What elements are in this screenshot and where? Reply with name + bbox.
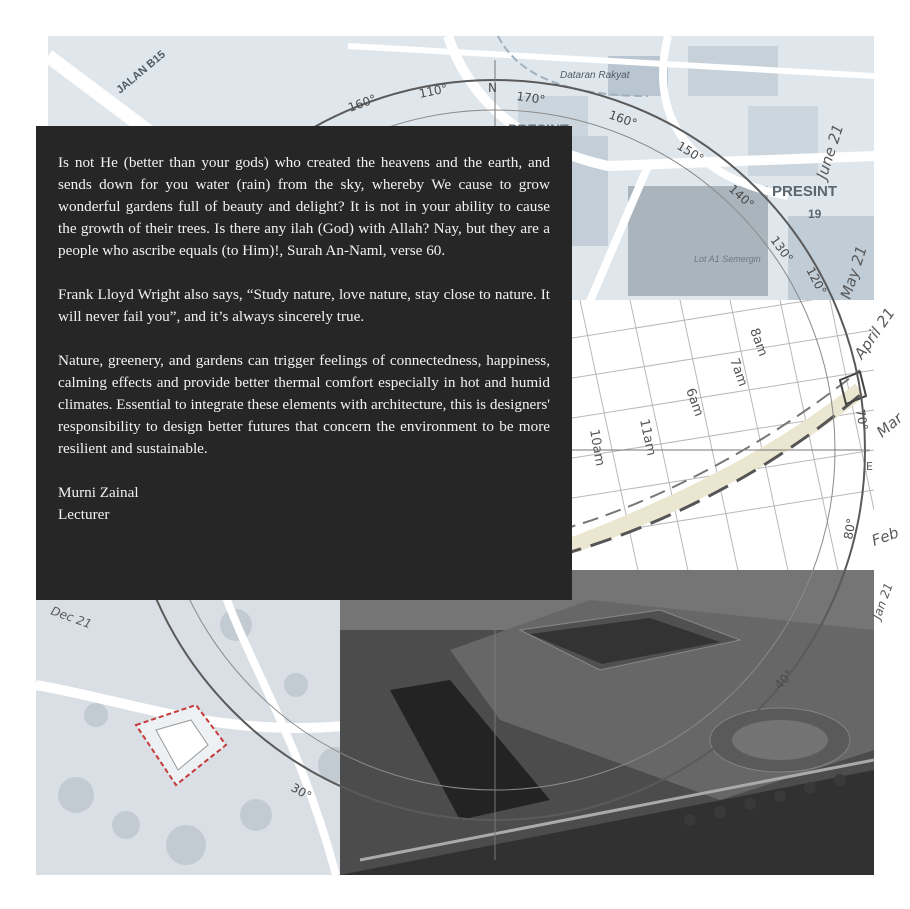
map-label-area: Lot A1 Semergin: [694, 254, 761, 264]
sunpath-label-east: E: [866, 460, 873, 473]
sunpath-deg-140: 140°: [725, 181, 757, 212]
sunpath-label-11am: 11am: [636, 417, 659, 458]
sunpath-deg-170: 170°: [515, 89, 547, 107]
sunpath-april: April 21: [850, 304, 899, 363]
sunpath-deg-160-right: 160°: [606, 107, 639, 131]
sunpath-deg-120: 120°: [803, 264, 830, 297]
sunpath-label-7am: 7am: [726, 356, 751, 389]
sunpath-deg-160-left: 160°: [346, 91, 379, 115]
sunpath-dec: Dec 21: [48, 603, 94, 632]
sunpath-deg-80: 80°: [841, 517, 859, 541]
sunpath-deg-40: 40°: [771, 666, 797, 693]
map-label-precinct: PRESINT: [772, 183, 838, 200]
sunpath-march: Mar: [873, 409, 907, 442]
sunpath-label-8am: 8am: [746, 326, 771, 359]
sunpath-jan: Jan 21: [869, 580, 896, 622]
sunpath-deg-70: 70°: [853, 408, 871, 432]
sunpath-label-10am: 10am: [586, 428, 608, 468]
sunpath-deg-150: 150°: [674, 138, 707, 166]
quote-paragraph-nature: Nature, greenery, and gardens can trigger feelings of connectedness, happiness, calming effects and provide better thermal comfort especially in hot and humid climates. Essential to integrate these elements with architecture, this is designers' responsibility to design better futures that concern the environment to be more resilient and sustainable.: [58, 352, 550, 457]
map-label-road: JALAN B15: [114, 48, 168, 97]
sunpath-feb: Feb: [869, 523, 902, 550]
map-label-place: Dataran Rakyat: [560, 70, 630, 81]
sunpath-north: N: [488, 81, 497, 95]
author-role: Lecturer: [58, 506, 110, 523]
sunpath-june: June 21: [812, 121, 848, 182]
quote-paragraph-wright: Frank Lloyd Wright also says, “Study nature, love nature, stay close to nature. It will never fail you”, and it’s always sincerely true.: [58, 286, 550, 325]
sunpath-deg-110: 110°: [417, 81, 449, 101]
author-name: Murni Zainal: [58, 484, 139, 501]
sunpath-may: May 21: [836, 243, 871, 302]
quote-paragraph-verse: Is not He (better than your gods) who created the heavens and the earth, and sends down for you water (rain) from the sky, whereby We cause to grow wonderful gardens full of beauty and delight? It is not in your ability to cause the growth of their trees. Is there any ilah (God) with Allah? Nay, but they are a people who ascribe equals (to Him)!, Surah An-Naml, verse 60.: [58, 154, 550, 259]
quote-text: [58, 152, 550, 526]
sunpath-deg-130: 130°: [767, 233, 796, 266]
sunpath-label-6am: 6am: [682, 386, 707, 419]
sunpath-deg-30: 30°: [288, 780, 314, 804]
map-label-precinct-number: 19: [808, 207, 822, 221]
